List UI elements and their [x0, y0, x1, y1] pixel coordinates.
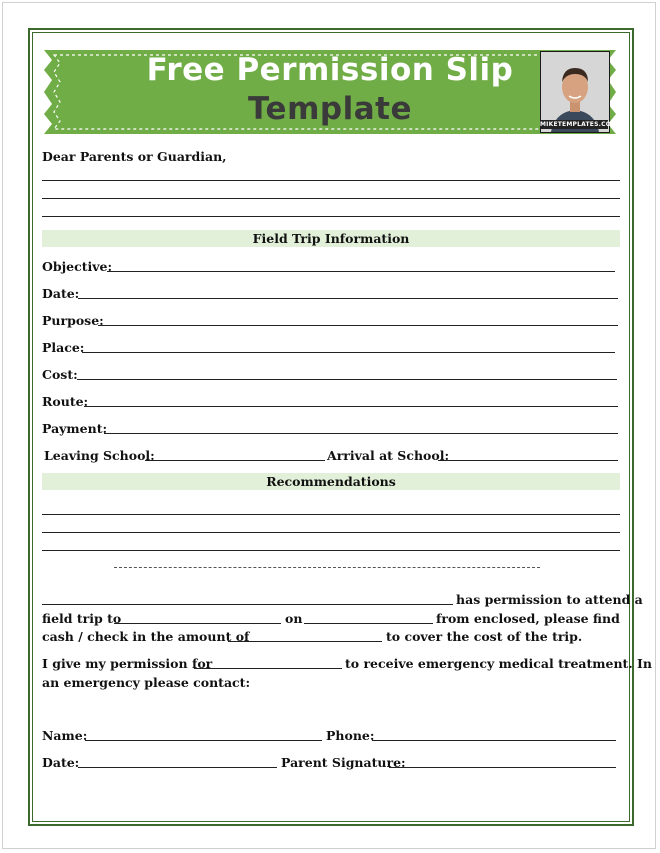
title-line-1: Free Permission Slip — [146, 52, 514, 88]
blank-line[interactable] — [42, 198, 620, 199]
blank-line[interactable] — [42, 550, 620, 551]
blank-line[interactable] — [42, 216, 620, 217]
phone-label: Phone: — [326, 728, 375, 743]
leaving-school-label: Leaving School: — [44, 448, 155, 463]
consent-line2-end: from enclosed, please find — [436, 611, 620, 626]
medical-start: I give my permission for — [42, 656, 213, 671]
arrival-school-label: Arrival at School: — [327, 448, 450, 463]
arrival-school-field[interactable] — [438, 460, 618, 461]
signature-date-label: Date: — [42, 755, 80, 770]
trip-destination-field[interactable] — [114, 623, 281, 624]
cost-field[interactable] — [77, 379, 617, 380]
route-field[interactable] — [84, 406, 618, 407]
trip-date-field[interactable] — [304, 623, 433, 624]
blank-line[interactable] — [42, 180, 620, 181]
place-field[interactable] — [82, 352, 615, 353]
consent-line2-mid: on — [285, 611, 303, 626]
parent-signature-field[interactable] — [389, 767, 616, 768]
route-label: Route: — [42, 394, 89, 409]
consent-line2-start: field trip to — [42, 611, 122, 626]
student-name-field[interactable] — [42, 604, 453, 605]
parent-signature-label: Parent Signature: — [281, 755, 406, 770]
date-field[interactable] — [78, 298, 618, 299]
blank-line[interactable] — [42, 532, 620, 533]
objective-label: Objective: — [42, 259, 113, 274]
purpose-label: Purpose: — [42, 313, 104, 328]
leaving-school-field[interactable] — [145, 460, 325, 461]
title-line-2: Template — [248, 91, 412, 127]
cost-label: Cost: — [42, 367, 78, 382]
payment-label: Payment: — [42, 421, 108, 436]
cut-line — [114, 567, 540, 568]
medical-line2: an emergency please contact: — [42, 675, 251, 690]
consent-line3-end: to cover the cost of the trip. — [386, 629, 583, 644]
objective-field[interactable] — [107, 271, 615, 272]
medical-end: to receive emergency medical treatment. In — [345, 656, 652, 671]
field-trip-heading: Field Trip Information — [42, 230, 620, 247]
recommendations-heading: Recommendations — [42, 473, 620, 490]
date-label: Date: — [42, 286, 80, 301]
consent-line1-text: has permission to attend a — [456, 592, 643, 607]
blank-line[interactable] — [42, 514, 620, 515]
greeting-text: Dear Parents or Guardian, — [42, 149, 227, 164]
place-label: Place: — [42, 340, 85, 355]
photo-credit: MIKETEMPLATES.COM — [540, 121, 618, 128]
consent-line3-start: cash / check in the amount of — [42, 629, 250, 644]
name-label: Name: — [42, 728, 88, 743]
signature-date-field[interactable] — [78, 767, 277, 768]
purpose-field[interactable] — [98, 325, 618, 326]
payment-field[interactable] — [104, 433, 618, 434]
medical-name-field[interactable] — [194, 668, 342, 669]
name-field[interactable] — [85, 740, 322, 741]
phone-field[interactable] — [372, 740, 616, 741]
amount-field[interactable] — [228, 641, 382, 642]
